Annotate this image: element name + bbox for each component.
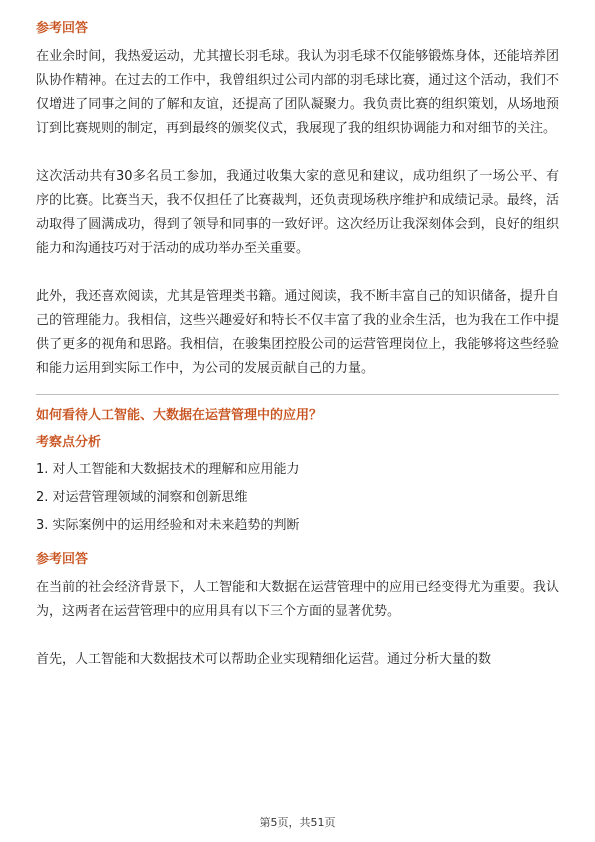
answer-heading-1: 参考回答 xyxy=(36,21,89,36)
analysis-point: 2. 对运营管理领域的洞察和创新思维 xyxy=(36,490,248,505)
analysis-heading: 考察点分析 xyxy=(36,435,102,450)
answer-paragraph-1: 在业余时间，我热爱运动，尤其擅长羽毛球。我认为羽毛球不仅能够锻炼身体，还能培养团队协作精神。在过去的工作中，我曾组织过公司内部的羽毛球比赛，通过这个活动，我们不仅增进了同事之间的了解和友谊，还提高了团队凝聚力。我负责比赛的组织策划，从场地预订到比赛规则的制定，再到最终的颁奖仪式，我展现了我的组织协调能力和对细节的关注。 xyxy=(36,49,559,136)
answer-paragraph-5: 首先，人工智能和大数据技术可以帮助企业实现精细化运营。通过分析大量的数 xyxy=(36,652,492,667)
analysis-point: 3. 实际案例中的运用经验和对未来趋势的判断 xyxy=(36,518,300,533)
section-divider xyxy=(36,394,559,395)
document-page xyxy=(36,20,559,672)
page-number-footer: 第5页，共51页 xyxy=(259,816,336,829)
analysis-points-list xyxy=(36,461,559,535)
question-title: 如何看待人工智能、大数据在运营管理中的应用？ xyxy=(36,408,323,423)
answer-paragraph-3: 此外，我还喜欢阅读，尤其是管理类书籍。通过阅读，我不断丰富自己的知识储备，提升自己的管理能力。我相信，这些兴趣爱好和特长不仅丰富了我的业余生活，也为我在工作中提供了更多的视角和思路。我相信，在骏集团控股公司的运营管理岗位上，我能够将这些经验和能力运用到实际工作中，为公司的发展贡献自己的力量。 xyxy=(36,289,559,376)
answer-paragraph-4: 在当前的社会经济背景下，人工智能和大数据在运营管理中的应用已经变得尤为重要。我认为，这两者在运营管理中的应用具有以下三个方面的显著优势。 xyxy=(36,580,559,619)
answer-heading-2: 参考回答 xyxy=(36,552,89,567)
answer-paragraph-2: 这次活动共有30多名员工参加，我通过收集大家的意见和建议，成功组织了一场公平、有序的比赛。比赛当天，我不仅担任了比赛裁判，还负责现场秩序维护和成绩记录。最终，活动取得了圆满成功，得到了领导和同事的一致好评。这次经历让我深刻体会到，良好的组织能力和沟通技巧对于活动的成功举办至关重要。 xyxy=(36,169,559,256)
analysis-point: 1. 对人工智能和大数据技术的理解和应用能力 xyxy=(36,462,300,477)
